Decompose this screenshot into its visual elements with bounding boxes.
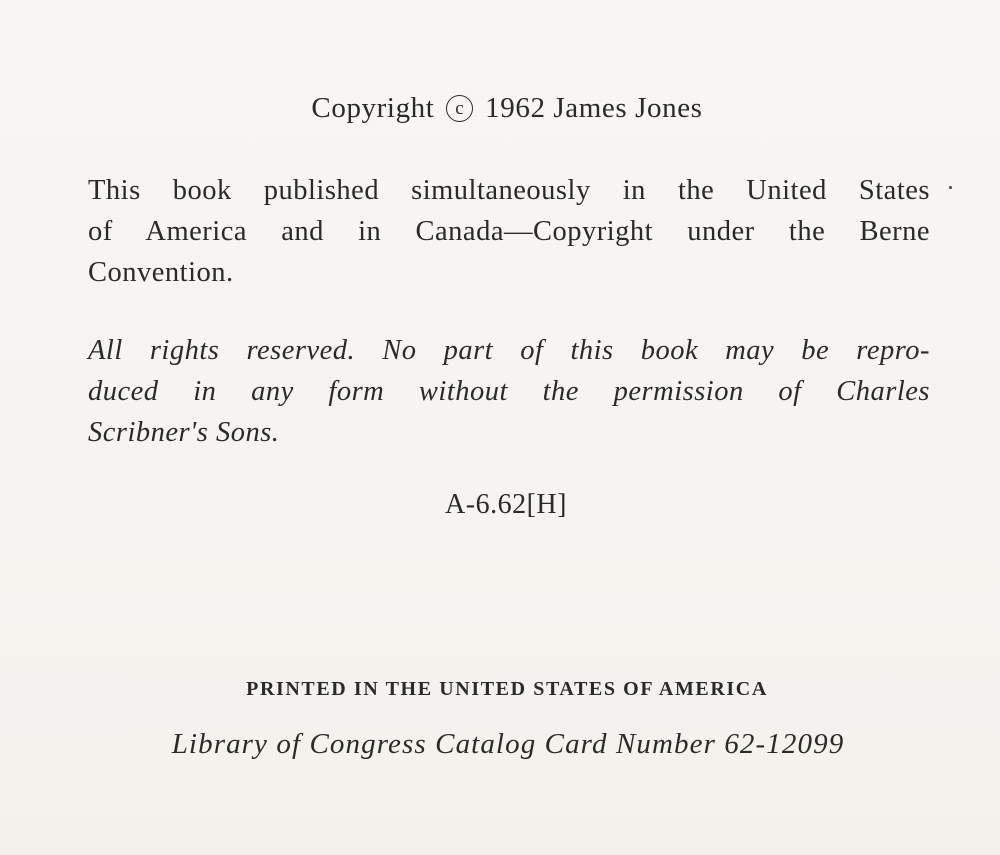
publication-notice-line-2: of America and in Canada—Copyright under the Berne — [88, 216, 930, 247]
rights-notice-line-1: All rights reserved. No part of this book may be repro- — [88, 335, 930, 366]
copyright-author: James Jones — [553, 92, 703, 124]
printed-in-notice: PRINTED IN THE UNITED STATES OF AMERICA — [246, 678, 768, 700]
catalog-card-number: Library of Congress Catalog Card Number 62-12099 — [171, 728, 845, 760]
rights-notice — [88, 330, 930, 453]
publication-notice-line-3: Convention. — [88, 257, 234, 288]
stray-mark — [949, 186, 952, 189]
printing-code: A-6.62[H] — [445, 489, 567, 520]
copyright-line — [0, 92, 1000, 125]
publication-notice-line-1: This book published simultaneously in the United States — [88, 175, 930, 206]
copyright-prefix: Copyright — [311, 92, 435, 124]
copyright-symbol-icon: c — [446, 95, 473, 122]
rights-notice-line-3: Scribner's Sons. — [88, 417, 280, 448]
publication-notice — [88, 170, 930, 293]
copyright-year: 1962 — [485, 92, 546, 124]
rights-notice-line-2: duced in any form without the permission of Charles — [88, 376, 930, 407]
